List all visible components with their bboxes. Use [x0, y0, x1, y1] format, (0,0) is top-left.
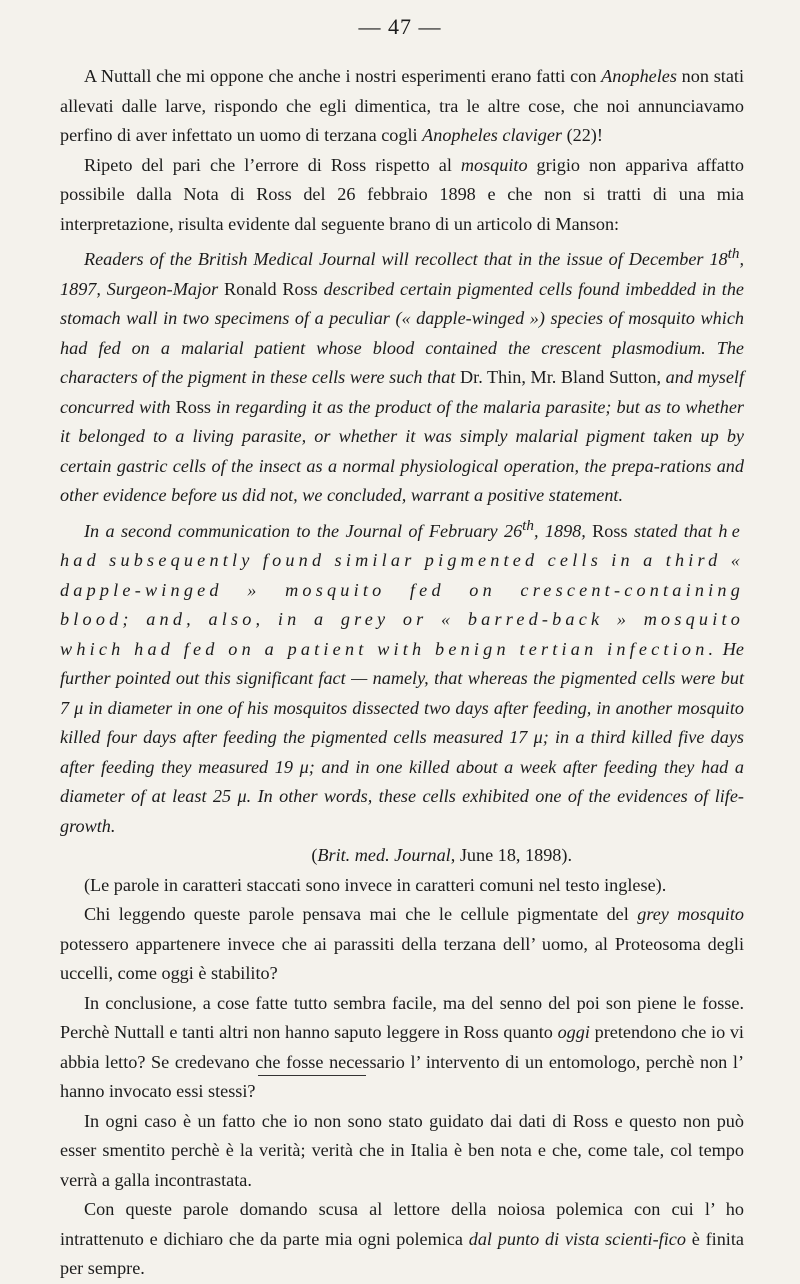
- paragraph-2: Ripeto del pari che l’errore di Ross rispetto al mosquito grigio non appariva affatto possibile dalla Nota di Ross del 26 febbraio 1898 e che non si tratti di una mia interpretazione, risulta evidente dal seguente brano di un articolo di Manson:: [60, 154, 744, 234]
- paragraph-7: Con queste parole domando scusa al lettore della noiosa polemica con cui l’ ho intrattenuto e dichiaro che da parte mia ogni polemica dal punto di vista scienti-fico è finita per sempre.: [60, 1199, 744, 1279]
- quote-paragraph-2: In a second communication to the Journal of February 26th, 1898, Ross stated that he had subsequently found similar pigmented cells in a third « dapple-winged » mosquito fed on crescent-containing blood; and, also, in a grey or « barred-back » mosquito which had fed on a patient with benign tertian infection. He further pointed out this significant fact — namely, that whereas the pigmented cells were but 7 μ in diameter in one of his mosquitos dissected two days after feeding, in another mosquito killed four days after feeding the pigmented cells measured 17 μ; in a third killed five days after feeding they measured 19 μ; and in one killed about a week after feeding they had a diameter of at least 25 μ. In other words, these cells exhibited one of the evidences of life-growth.: [60, 516, 744, 836]
- paragraph-1: A Nuttall che mi oppone che anche i nostri esperimenti erano fatti con Anopheles non stati allevati dalle larve, rispondo che egli dimentica, tra le altre cose, che noi annunciavamo perfino di aver infettato un uomo di terzana cogli Anopheles claviger (22)!: [60, 66, 745, 145]
- citation: (Brit. med. Journal, June 18, 1898).: [311, 845, 572, 866]
- quote-paragraph-1: Readers of the British Medical Journal will recollect that in the issue of December 18th, 1897, Surgeon-Major Ronald Ross described certain pigmented cells found imbedded in the stomach wall in two specimens of a peculiar (« dapple-winged ») species of mosquito which had fed on a malarial patient whose blood contained the crescent plasmodium. The characters of the pigment in these cells were such that Dr. Thin, Mr. Bland Sutton, and myself concurred with Ross in regarding it as the product of the malaria parasite; but as to whether it belonged to a living parasite, or whether it was simply malarial pigment taken up by certain gastric cells of the insect as a normal physiological operation, the prepa-rations and other evidence before us did not, we concluded, warrant a positive statement.: [60, 245, 744, 506]
- paragraph-6: In ogni caso è un fatto che io non sono stato guidato dai dati di Ross e questo non può esser smentito perchè è la verità; verità che in Italia è ben nota e che, come tale, col tempo verrà a galla incontrastata.: [60, 1110, 744, 1190]
- closing-rule: [258, 1075, 366, 1076]
- paragraph-3: (Le parole in caratteri staccati sono invece in caratteri comuni nel testo inglese).: [84, 874, 667, 895]
- page-number: — 47 —: [358, 14, 442, 39]
- spaced-text: he had subsequently found similar pigmented cells in a third « dapple-winged » mosquito fed on crescent-containing blood; and, also, in a grey or « barred-back » mosquito which had fed on a patient with benign tertian infection.: [60, 520, 744, 659]
- paragraph-4: Chi leggendo queste parole pensava mai che le cellule pigmentate del grey mosquito potessero appartenere invece che ai parassiti della terzana dell’ uomo, al Proteosoma degli uccelli, come oggi è stabilito?: [60, 904, 744, 984]
- body-text: [60, 62, 744, 1284]
- paragraph-5: In conclusione, a cose fatte tutto sembra facile, ma del senno del poi son piene le fosse. Perchè Nuttall e tanti altri non hanno saputo leggere in Ross quanto oggi pretendono che io vi abbia letto? Se credevano che fosse necessario l’ intervento di un entomologo, perchè non l’ hanno invocato essi stessi?: [60, 992, 744, 1102]
